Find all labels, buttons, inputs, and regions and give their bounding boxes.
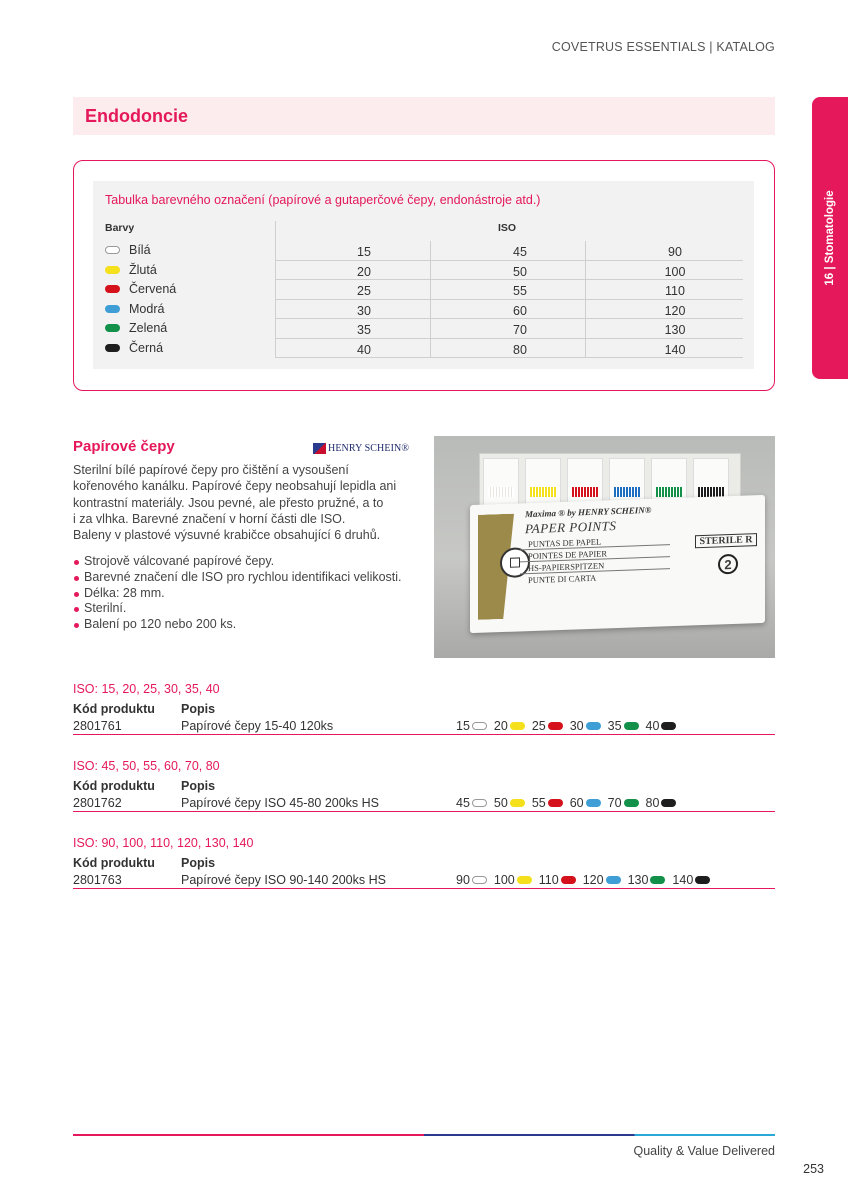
color-swatch-icon bbox=[105, 266, 120, 274]
iso-range-title: ISO: 45, 50, 55, 60, 70, 80 bbox=[73, 759, 220, 773]
size-item bbox=[646, 719, 677, 733]
iso-value: 70 bbox=[513, 323, 527, 337]
color-swatch-icon bbox=[650, 876, 665, 884]
single-use-icon: 2 bbox=[718, 554, 738, 575]
size-value: 40 bbox=[645, 719, 660, 733]
product-code: 2801761 bbox=[73, 719, 122, 733]
color-swatch-icon bbox=[510, 722, 525, 730]
color-name: Žlutá bbox=[129, 262, 157, 277]
size-item bbox=[628, 873, 666, 887]
size-value: 15 bbox=[456, 719, 470, 733]
size-item bbox=[570, 796, 601, 810]
size-item bbox=[456, 796, 487, 810]
page-number: 253 bbox=[803, 1162, 824, 1176]
footer-rule bbox=[73, 1134, 775, 1136]
brand-logo bbox=[313, 443, 409, 454]
color-row bbox=[105, 241, 743, 261]
code-column-header: Kód produktu bbox=[73, 856, 155, 870]
iso-value: 40 bbox=[357, 342, 371, 357]
iso-value: 110 bbox=[665, 284, 685, 298]
color-swatch-icon bbox=[624, 799, 639, 807]
iso-value: 25 bbox=[357, 284, 371, 298]
code-column-header: Kód produktu bbox=[73, 779, 155, 793]
photo-line: PUNTE DI CARTA bbox=[528, 572, 597, 586]
code-column-header: Kód produktu bbox=[73, 702, 155, 716]
description-column-header: Popis bbox=[181, 779, 216, 793]
feature-list bbox=[73, 554, 402, 633]
size-item bbox=[532, 719, 563, 733]
table-rule bbox=[73, 811, 775, 812]
feature-item: Délka: 28 mm. bbox=[73, 586, 402, 602]
color-row bbox=[105, 261, 743, 281]
color-swatch-icon bbox=[586, 799, 601, 807]
feature-item: Barevné značení dle ISO pro rychlou identifikaci velikosti. bbox=[73, 570, 402, 586]
color-name: Modrá bbox=[129, 301, 165, 316]
size-item bbox=[570, 719, 601, 733]
size-value: 110 bbox=[538, 873, 559, 887]
size-value: 35 bbox=[607, 719, 622, 733]
description-line: i za vlhka. Barevné značení v horní části dle ISO. bbox=[73, 511, 346, 526]
size-value: 20 bbox=[493, 719, 508, 733]
color-row bbox=[105, 319, 743, 339]
size-item bbox=[494, 873, 532, 887]
color-code-box bbox=[73, 160, 775, 391]
color-row bbox=[105, 280, 743, 300]
color-swatch-icon bbox=[561, 876, 576, 884]
description-line: Sterilní bílé papírové čepy pro čištění a vysoušení bbox=[73, 463, 349, 477]
color-swatch-icon bbox=[105, 324, 120, 332]
size-item bbox=[583, 873, 621, 887]
product-description: Papírové čepy ISO 45-80 200ks HS bbox=[181, 796, 380, 810]
product-code: 2801762 bbox=[73, 796, 122, 810]
product-title: Papírové čepy bbox=[73, 438, 175, 455]
photo-line: POINTES DE PAPIER bbox=[528, 548, 608, 562]
color-table-title: Tabulka barevného označení (papírové a gutaperčové čepy, endonástroje atd.) bbox=[105, 193, 541, 207]
compartment-red bbox=[567, 458, 603, 506]
size-item bbox=[672, 873, 710, 887]
color-swatch-icon bbox=[548, 722, 563, 730]
color-swatch-icon bbox=[606, 876, 621, 884]
iso-value: 120 bbox=[664, 303, 686, 318]
iso-value: 130 bbox=[664, 323, 686, 337]
compartment-yellow bbox=[525, 458, 561, 506]
color-row bbox=[105, 339, 743, 359]
product-description: Papírové čepy 15-40 120ks bbox=[181, 719, 334, 733]
iso-value: 45 bbox=[513, 245, 527, 259]
product-photo bbox=[434, 436, 775, 658]
color-swatch-icon bbox=[472, 799, 487, 807]
size-value: 25 bbox=[531, 719, 546, 733]
chapter-tab[interactable] bbox=[812, 97, 848, 379]
description-line: kořenového kanálku. Papírové čepy neobsahují lepidla ani bbox=[73, 479, 397, 494]
table-rule bbox=[73, 888, 775, 889]
color-swatch-icon bbox=[105, 285, 120, 293]
product-description bbox=[73, 462, 418, 543]
color-name: Zelená bbox=[129, 321, 168, 335]
description-column-header: Popis bbox=[181, 702, 216, 716]
iso-value: 100 bbox=[664, 264, 686, 279]
color-name: Červená bbox=[129, 282, 177, 296]
color-name: Černá bbox=[129, 340, 164, 355]
color-swatch-icon bbox=[472, 876, 487, 884]
size-color-codes bbox=[456, 873, 717, 887]
section-title: Endodoncie bbox=[85, 106, 188, 126]
photo-line: HS-PAPIERSPITZEN bbox=[528, 560, 605, 574]
size-item bbox=[646, 796, 677, 810]
feature-item: Sterilní. bbox=[73, 601, 402, 617]
iso-range-title: ISO: 15, 20, 25, 30, 35, 40 bbox=[73, 682, 220, 696]
sterile-label: STERILE R bbox=[695, 533, 757, 548]
description-line: Baleny v plastové výsuvné krabičce obsahující 6 druhů. bbox=[73, 528, 381, 543]
color-swatch-icon bbox=[624, 722, 639, 730]
color-swatch-icon bbox=[105, 344, 120, 352]
color-swatch-icon bbox=[586, 722, 601, 730]
size-value: 100 bbox=[493, 873, 515, 887]
size-item bbox=[494, 719, 525, 733]
color-swatch-icon bbox=[105, 305, 120, 313]
description-line: kontrastní materiály. Jsou pevné, ale přesto pružné, a to bbox=[73, 495, 384, 510]
size-item bbox=[456, 873, 487, 887]
brand-name: HENRY SCHEIN® bbox=[328, 443, 410, 454]
photo-line: PUNTAS DE PAPEL bbox=[528, 536, 602, 550]
color-name: Bílá bbox=[129, 243, 151, 257]
product-description: Papírové čepy ISO 90-140 200ks HS bbox=[181, 873, 386, 887]
size-value: 80 bbox=[645, 796, 660, 810]
section-banner bbox=[73, 97, 775, 135]
description-column-header: Popis bbox=[181, 856, 216, 870]
color-swatch-icon bbox=[661, 722, 676, 730]
iso-value: 30 bbox=[357, 303, 371, 318]
photo-product-name: PAPER POINTS bbox=[525, 518, 617, 537]
iso-value: 35 bbox=[357, 323, 371, 337]
iso-value: 15 bbox=[357, 245, 371, 259]
color-swatch-icon bbox=[661, 799, 676, 807]
product-code: 2801763 bbox=[73, 873, 122, 887]
iso-header: ISO bbox=[498, 222, 517, 234]
iso-value: 20 bbox=[357, 264, 371, 279]
catalog-header: COVETRUS ESSENTIALS | KATALOG bbox=[551, 40, 775, 54]
iso-value: 90 bbox=[668, 245, 682, 259]
size-value: 50 bbox=[493, 796, 508, 810]
size-color-codes bbox=[456, 719, 683, 733]
colors-header: Barvy bbox=[105, 222, 135, 234]
chapter-tab-label: 16 | Stomatologie bbox=[824, 190, 836, 286]
feature-item: Balení po 120 nebo 200 ks. bbox=[73, 617, 402, 633]
size-value: 120 bbox=[582, 873, 604, 887]
size-value: 70 bbox=[607, 796, 622, 810]
color-swatch-icon bbox=[510, 799, 525, 807]
iso-value: 80 bbox=[513, 342, 527, 357]
size-value: 55 bbox=[531, 796, 546, 810]
henry-schein-logo-icon bbox=[313, 443, 326, 454]
color-swatch-icon bbox=[517, 876, 532, 884]
size-value: 140 bbox=[672, 873, 694, 887]
iso-value: 140 bbox=[664, 342, 686, 357]
iso-value: 55 bbox=[513, 284, 527, 298]
size-item bbox=[494, 796, 525, 810]
size-value: 130 bbox=[627, 873, 649, 887]
size-item bbox=[532, 796, 563, 810]
color-swatch-icon bbox=[472, 722, 487, 730]
row-divider bbox=[275, 357, 743, 358]
color-swatch-icon bbox=[105, 246, 120, 254]
iso-value: 50 bbox=[513, 264, 527, 279]
size-item bbox=[539, 873, 576, 887]
color-code-table bbox=[93, 181, 754, 369]
iso-range-title: ISO: 90, 100, 110, 120, 130, 140 bbox=[73, 836, 254, 850]
size-value: 30 bbox=[569, 719, 584, 733]
size-value: 90 bbox=[456, 873, 470, 887]
compartment-white bbox=[483, 458, 519, 506]
size-value: 60 bbox=[569, 796, 584, 810]
color-swatch-icon bbox=[548, 799, 563, 807]
size-item bbox=[608, 796, 639, 810]
table-rule bbox=[73, 734, 775, 735]
photo-brand-line: Maxima ® by HENRY SCHEIN® bbox=[525, 504, 652, 520]
size-item bbox=[456, 719, 487, 733]
color-row bbox=[105, 300, 743, 320]
iso-value: 60 bbox=[513, 303, 527, 318]
color-swatch-icon bbox=[695, 876, 710, 884]
size-item bbox=[608, 719, 639, 733]
footer-tagline: Quality & Value Delivered bbox=[633, 1144, 775, 1158]
size-value: 45 bbox=[456, 796, 470, 810]
box-lid bbox=[470, 495, 765, 633]
size-color-codes bbox=[456, 796, 683, 810]
feature-item: Strojově válcované papírové čepy. bbox=[73, 554, 402, 570]
